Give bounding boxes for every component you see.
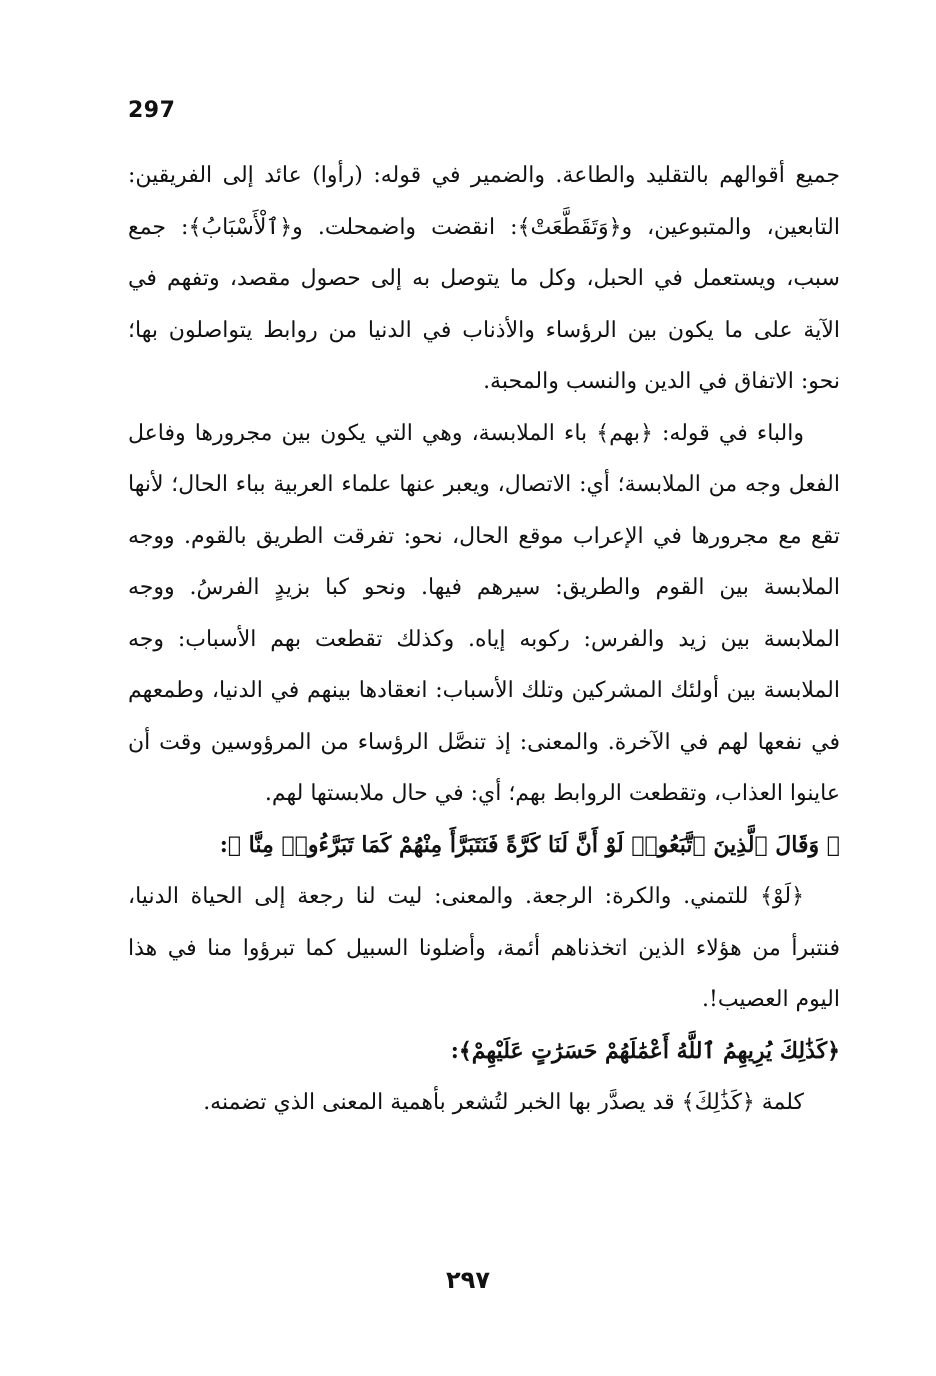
- quran-verse-1: ﴿ وَقَالَ ٱلَّذِينَ ٱتَّبَعُوا۟ لَوْ أَنَّ لَنَا كَرَّةً فَنَتَبَرَّأَ مِنْهُمْ كَمَا تَبَرَّءُوا۟ مِنَّا ﴾:: [219, 831, 840, 858]
- body-text: [128, 150, 840, 1129]
- paragraph-2: والباء في قوله: ﴿بهم﴾ باء الملابسة، وهي التي يكون بين مجرورها وفاعل الفعل وجه من الملابسة؛ أي: الاتصال، ويعبر عنها علماء العربية بباء الحال؛ لأنها تقع مع مجرورها في الإعراب موقع الحال، نحو: تفرقت الطريق بالقوم. ووجه الملابسة بين القوم والطريق: سيرهم فيها. ونحو كبا بزيدٍ الفرسُ. ووجه الملابسة بين زيد والفرس: ركوبه إياه. وكذلك تقطعت بهم الأسباب: وجه الملابسة بين أولئك المشركين وتلك الأسباب: انعقادها بينهم في الدنيا، وطمعهم في نفعها لهم في الآخرة. والمعنى: إذ تنصَّل الرؤساء من المرؤوسين وقت أن عاينوا العذاب، وتقطعت الروابط بهم؛ أي: في حال ملابستها لهم.: [128, 420, 841, 806]
- quran-verse-2: ﴿كَذَٰلِكَ يُرِيهِمُ ٱللَّهُ أَعْمَٰلَهُمْ حَسَرَٰتٍ عَلَيْهِمْ﴾:: [450, 1037, 840, 1064]
- paragraph-1: جميع أقوالهم بالتقليد والطاعة. والضمير في قوله: (رأوا) عائد إلى الفريقين: التابعين، والمتبوعين، و﴿وَتَقَطَّعَتْ﴾: انقضت واضمحلت. و﴿ٱلْأَسْبَابُ﴾: جمع سبب، ويستعمل في الحبل، وكل ما يتوصل به إلى حصول مقصد، وتفهم في الآية على ما يكون بين الرؤساء والأذناب في الدنيا من روابط يتواصلون بها؛ نحو: الاتفاق في الدين والنسب والمحبة.: [128, 163, 840, 394]
- paragraph-4: كلمة ﴿كَذَٰلِكَ﴾ قد يصدَّر بها الخبر لتُشعر بأهمية المعنى الذي تضمنه.: [203, 1090, 804, 1115]
- page-number-bottom: ٢٩٧: [446, 1266, 490, 1294]
- page-number-top: 297: [128, 98, 176, 123]
- paragraph-3: ﴿لَوْ﴾ للتمني. والكرة: الرجعة. والمعنى: ليت لنا رجعة إلى الحياة الدنيا، فنتبرأ من هؤلاء الذين اتخذناهم أئمة، وأضلونا السبيل كما تبرؤوا منا في هذا اليوم العصيب!.: [128, 884, 840, 1012]
